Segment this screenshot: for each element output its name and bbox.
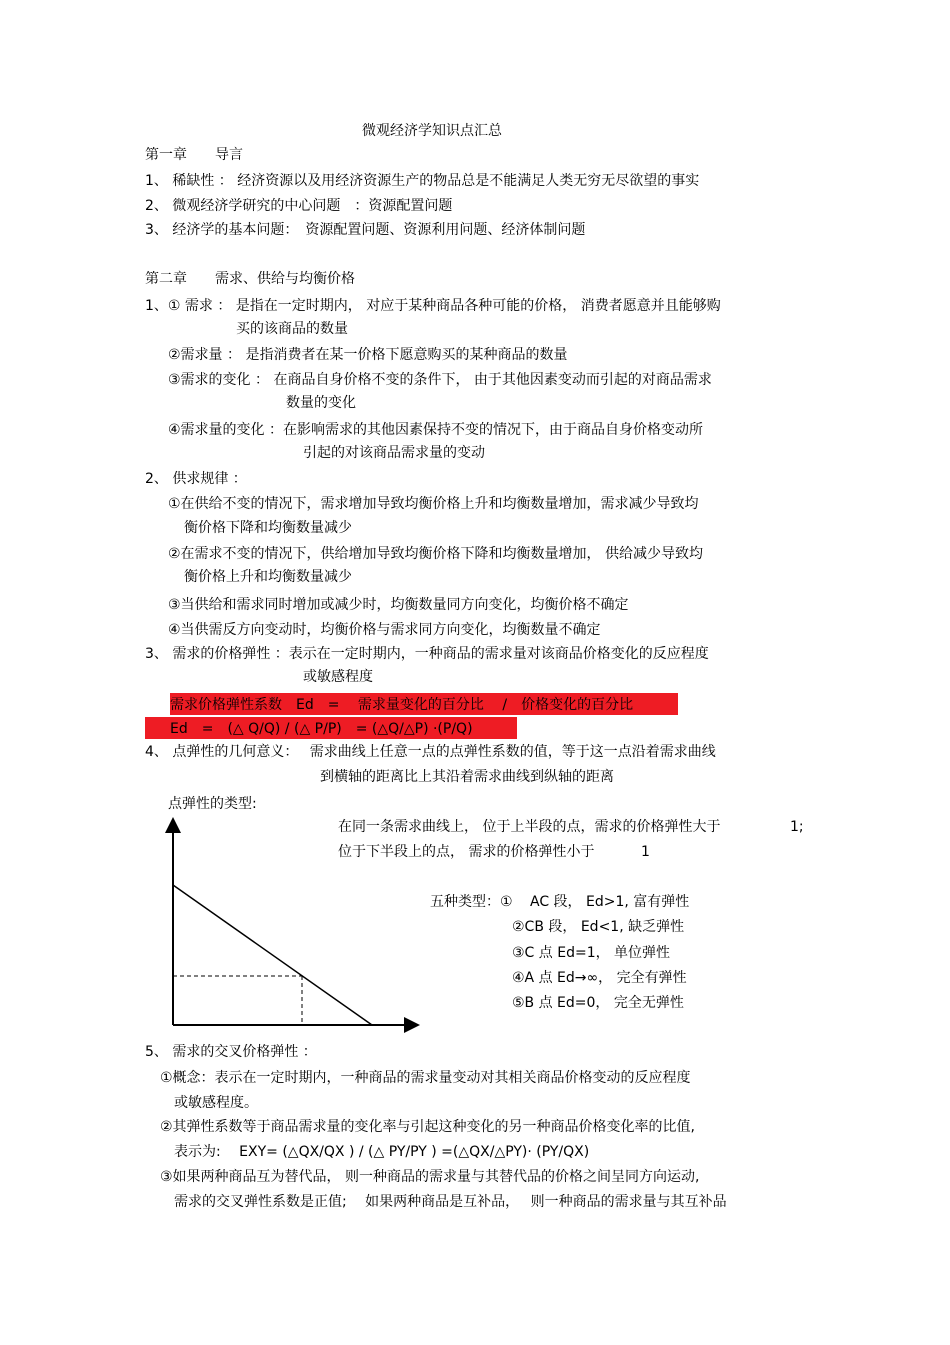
law-item-1-cont: 衡价格下降和均衡数量减少 [184,520,352,536]
law-item-1: ①在供给不变的情况下，需求增加导致均衡价格上升和均衡数量增加，需求减少导致均 [168,496,699,512]
type-b: ⑤B 点 Ed=0， 完全无弹性 [512,995,684,1011]
cross-elasticity-heading: 5、 需求的交叉价格弹性 ： [145,1044,317,1060]
upper-half-note: 在同一条需求曲线上， 位于上半段的点，需求的价格弹性大于 [338,819,721,835]
demand-curve-line [173,885,372,1025]
supply-demand-law-heading: 2、 供求规律 ： [145,471,247,487]
demand-definition: 1、① 需求 ： 是指在一定时期内， 对应于某种商品各种可能的价格， 消费者愿意并且能够购 [145,298,721,314]
type-ac: AC 段， Ed>1, 富有弹性 [530,894,690,910]
law-item-2: ②在需求不变的情况下，供给增加导致均衡价格下降和均衡数量增加， 供给减少导致均 [168,546,703,562]
elasticity-formula-symbols: Ed = (△ Q/Q) / (△ P/P) = (△Q/△P) ·(P/Q) [170,721,473,737]
cross-elasticity-concept: ①概念：表示在一定时期内，一种商品的需求量变动对其相关商品价格变动的反应程度 [160,1070,691,1086]
type-c: ③C 点 Ed=1， 单位弹性 [512,945,671,961]
change-in-demand-cont: 数量的变化 [286,395,356,411]
ch1-item-1: 1、 稀缺性 ： 经济资源以及用经济资源生产的物品总是不能满足人类无穷无尽欲望的事实 [145,173,700,189]
ch1-item-2: 2、 微观经济学研究的中心问题 ：资源配置问题 [145,198,453,214]
type-cb: ②CB 段， Ed<1, 缺乏弹性 [512,919,685,935]
upper-half-note-value: 1; [790,819,804,835]
law-item-4: ④当供需反方向变动时，均衡价格与需求同方向变化，均衡数量不确定 [168,622,601,638]
ch1-item-3: 3、 经济学的基本问题： 资源配置问题、资源利用问题、经济体制问题 [145,222,586,238]
cross-elasticity-coefficient: ②其弹性系数等于商品需求量的变化率与引起这种变化的另一种商品价格变化率的比值, [160,1119,695,1135]
change-in-demand: ③需求的变化 ： 在商品自身价格不变的条件下， 由于其他因素变动而引起的对商品需求 [168,372,712,388]
point-elasticity-meaning: 4、 点弹性的几何意义： 需求曲线上任意一点的点弹性系数的值，等于这一点沿着需求曲线 [145,744,716,760]
chapter-2-heading: 第二章 需求、供给与均衡价格 [145,271,355,287]
page-title: 微观经济学知识点汇总 [362,123,502,139]
law-item-2-cont: 衡价格上升和均衡数量减少 [184,569,352,585]
demand-definition-cont: 买的该商品的数量 [236,321,348,337]
elasticity-formula-words: 需求价格弹性系数 Ed = 需求量变化的百分比 / 价格变化的百分比 [170,697,634,713]
quantity-demanded-definition: ②需求量 ： 是指消费者在某一价格下愿意购买的某种商品的数量 [168,347,568,363]
substitute-goods-note: ③如果两种商品互为替代品， 则一种商品的需求量与其替代品的价格之间呈同方向运动, [160,1169,700,1185]
law-item-3: ③当供给和需求同时增加或减少时，均衡数量同方向变化，均衡价格不确定 [168,597,629,613]
type-a: ④A 点 Ed→∞， 完全有弹性 [512,970,687,986]
point-elasticity-types-label: 点弹性的类型: [168,796,257,812]
price-elasticity-definition-cont: 或敏感程度 [303,669,373,685]
lower-half-note-value: 1 [641,844,650,860]
substitute-goods-note-cont: 需求的交叉弹性系数是正值; 如果两种商品是互补品， 则一种商品的需求量与其互补品 [174,1194,727,1210]
cross-elasticity-concept-cont: 或敏感程度。 [174,1095,258,1111]
point-elasticity-meaning-cont: 到横轴的距离比上其沿着需求曲线到纵轴的距离 [320,769,614,785]
change-in-quantity-demanded-cont: 引起的对该商品需求量的变动 [303,445,485,461]
chapter-1-heading: 第一章 导言 [145,147,243,163]
lower-half-note: 位于下半段上的点， 需求的价格弹性小于 [338,844,595,860]
price-elasticity-definition: 3、 需求的价格弹性 ：表示在一定时期内，一种商品的需求量对该商品价格变化的反应程度 [145,646,709,662]
change-in-quantity-demanded: ④需求量的变化 ：在影响需求的其他因素保持不变的情况下，由于商品自身价格变动所 [168,422,703,438]
cross-elasticity-formula: 表示为: EXY= (△QX/QX ) / (△ PY/PY ) =(△QX/△PY)· (PY/QX) [174,1144,590,1160]
five-types-label: 五种类型：① [430,894,513,910]
